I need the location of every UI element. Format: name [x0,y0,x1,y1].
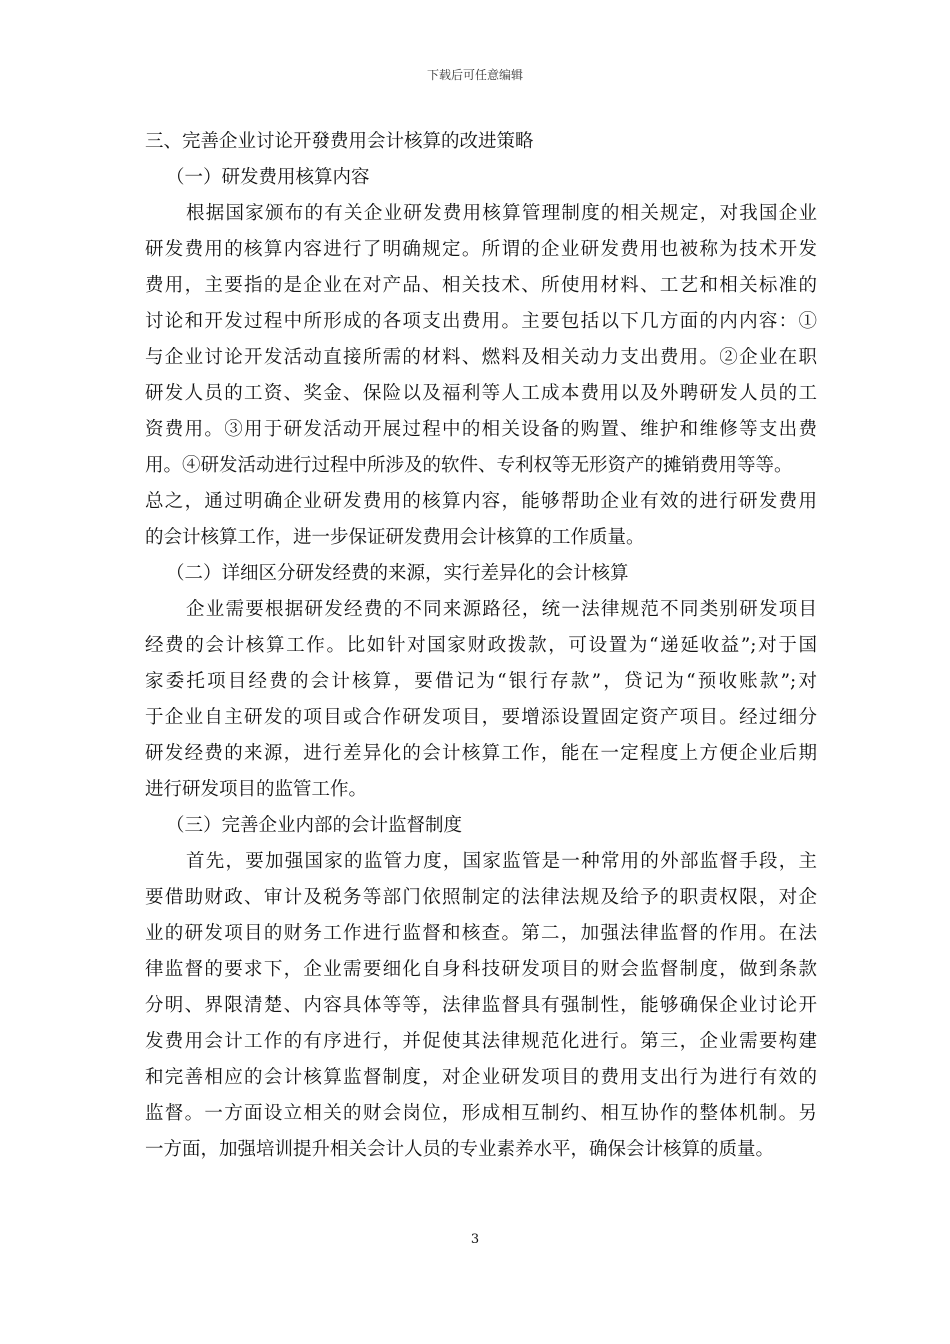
paragraph-line: 资费用。③用于研发活动开展过程中的相关设备的购置、维护和维修等支出费 [145,419,817,440]
page-header: 下载后可任意编辑 [426,68,523,82]
paragraph-line: 与企业讨论开发活动直接所需的材料、燃料及相关动力支出费用。②企业在职 [145,347,817,368]
paragraph-line: 进行研发项目的监管工作。 [145,779,368,800]
paragraph-line: 费用，主要指的是企业在对产品、相关技术、所使用材料、工艺和相关标准的 [145,275,817,296]
subsection-heading: （三）完善企业内部的会计监督制度 [166,815,463,836]
paragraph-line: 研发人员的工资、奖金、保险以及福利等人工成本费用以及外聘研发人员的工 [145,383,817,404]
paragraph-line: 的会计核算工作，进一步保证研发费用会计核算的工作质量。 [145,527,645,548]
paragraph-line: 发费用会计工作的有序进行，并促使其法律规范化进行。第三，企业需要构建 [145,1031,817,1052]
paragraph-line: 经费的会计核算工作。比如针对国家财政拨款，可设置为“递延收益”;对于国 [145,635,817,656]
subsection-heading: （二）详细区分研发经费的来源，实行差异化的会计核算 [166,563,629,584]
paragraph-line: 和完善相应的会计核算监督制度，对企业研发项目的费用支出行为进行有效的 [145,1067,817,1088]
paragraph-line: 业的研发项目的财务工作进行监督和核查。第二，加强法律监督的作用。在法 [145,923,817,944]
paragraph-line: 研发经费的来源，进行差异化的会计核算工作，能在一定程度上方便企业后期 [145,743,817,764]
paragraph-line: 要借助财政、审计及税务等部门依照制定的法律法规及给予的职责权限，对企 [145,887,817,908]
paragraph-line: 于企业自主研发的项目或合作研发项目，要增添设置固定资产项目。经过细分 [145,707,817,728]
paragraph-line: 一方面，加强培训提升相关会计人员的专业素养水平，确保会计核算的质量。 [145,1139,775,1160]
subsection-heading: （一）研发费用核算内容 [166,167,370,188]
paragraph-line: 总之，通过明确企业研发费用的核算内容，能够帮助企业有效的进行研发费用 [145,491,817,512]
paragraph-line: 分明、界限清楚、内容具体等等，法律监督具有强制性，能够确保企业讨论开 [145,995,817,1016]
document-body [145,124,817,1168]
paragraph-line: 监督。一方面设立相关的财会岗位，形成相互制约、相互协作的整体机制。另 [145,1103,817,1124]
paragraph-line: 用。④研发活动进行过程中所涉及的软件、专利权等无形资产的摊销费用等等。 [145,455,793,476]
paragraph-line: 研发费用的核算内容进行了明确规定。所谓的企业研发费用也被称为技术开发 [145,239,817,260]
paragraph-line: 根据国家颁布的有关企业研发费用核算管理制度的相关规定，对我国企业 [186,203,817,224]
page-number: 3 [470,1232,480,1247]
section-heading: 三、完善企业讨论开發费用会计核算的改进策略 [145,131,534,152]
paragraph-line: 家委托项目经费的会计核算，要借记为“银行存款”，贷记为“预收账款”;对 [145,671,817,692]
paragraph-line: 企业需要根据研发经费的不同来源路径，统一法律规范不同类别研发项目 [186,599,817,620]
paragraph-line: 首先，要加强国家的监管力度，国家监管是一种常用的外部监督手段，主 [186,851,817,872]
paragraph-line: 讨论和开发过程中所形成的各项支出费用。主要包括以下几方面的内内容：① [145,311,817,332]
paragraph-line: 律监督的要求下，企业需要细化自身科技研发项目的财会监督制度，做到条款 [145,959,817,980]
